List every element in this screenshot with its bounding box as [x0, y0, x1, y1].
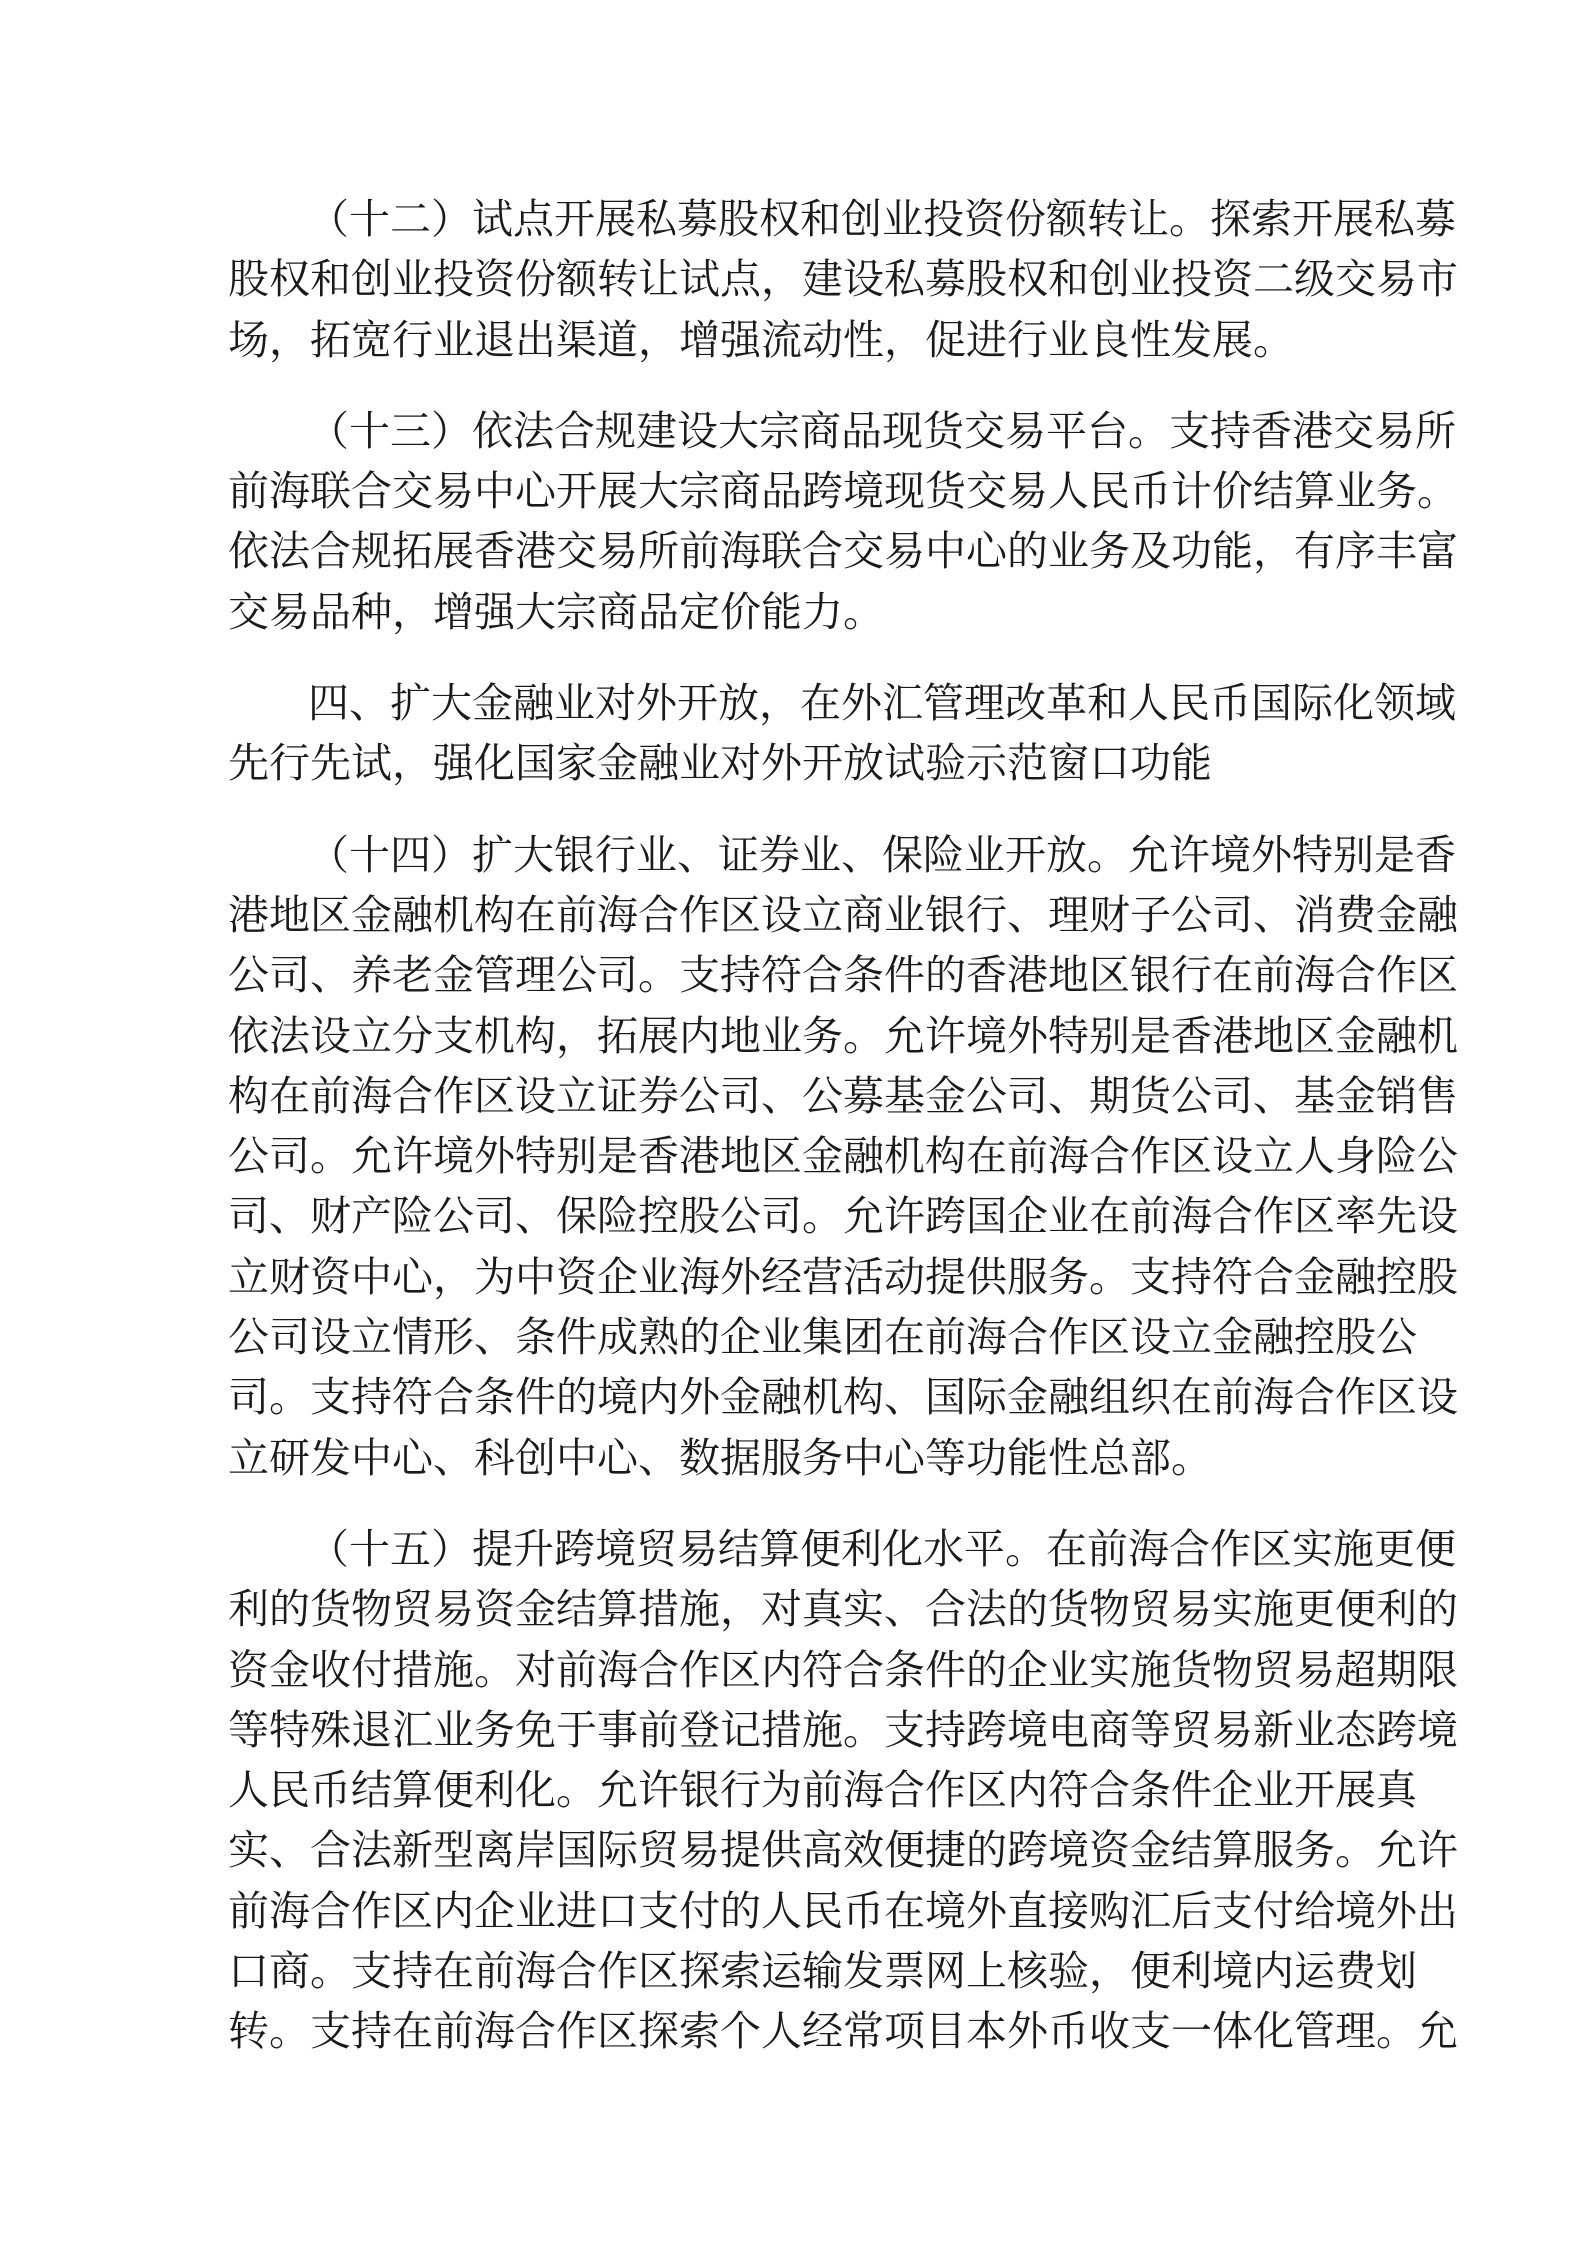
text-line: 依法合规拓展香港交易所前海联合交易中心的业务及功能，有序丰富: [228, 528, 1458, 575]
text-line: 四、扩大金融业对外开放，在外汇管理改革和人民币国际化领域: [308, 680, 1456, 727]
paragraph-item-12: [228, 189, 1458, 370]
text-line: 立研发中心、科创中心、数据服务中心等功能性总部。: [228, 1434, 1212, 1481]
text-line: （十五）提升跨境贸易结算便利化水平。在前海合作区实施更便: [308, 1525, 1456, 1572]
text-line: 港地区金融机构在前海合作区设立商业银行、理财子公司、消费金融: [228, 891, 1458, 938]
text-line: 股权和创业投资份额转让试点，建设私募股权和创业投资二级交易市: [228, 256, 1458, 303]
text-line: 转。支持在前海合作区探索个人经常项目本外币收支一体化管理。允: [228, 2008, 1458, 2055]
text-line: 构在前海合作区设立证券公司、公募基金公司、期货公司、基金销售: [228, 1072, 1458, 1119]
text-line: 司。支持符合条件的境内外金融机构、国际金融组织在前海合作区设: [228, 1374, 1458, 1421]
text-line: 公司设立情形、条件成熟的企业集团在前海合作区设立金融控股公: [228, 1314, 1417, 1361]
paragraph-item-13: [228, 401, 1458, 642]
text-line: 前海合作区内企业进口支付的人民币在境外直接购汇后支付给境外出: [228, 1887, 1458, 1934]
text-line: 实、合法新型离岸国际贸易提供高效便捷的跨境资金结算服务。允许: [228, 1827, 1458, 1874]
text-line: 场，拓宽行业退出渠道，增强流动性，促进行业良性发展。: [228, 316, 1294, 363]
text-line: 人民币结算便利化。允许银行为前海合作区内符合条件企业开展真: [228, 1767, 1417, 1814]
document-page: [228, 189, 1458, 2093]
text-line: 公司、养老金管理公司。支持符合条件的香港地区银行在前海合作区: [228, 952, 1458, 999]
text-line: 口商。支持在前海合作区探索运输发票网上核验，便利境内运费划: [228, 1948, 1417, 1995]
text-line: （十二）试点开展私募股权和创业投资份额转让。探索开展私募: [308, 196, 1456, 242]
text-line: 前海联合交易中心开展大宗商品跨境现货交易人民币计价结算业务。: [228, 468, 1458, 515]
text-line: 立财资中心，为中资企业海外经营活动提供服务。支持符合金融控股: [228, 1253, 1458, 1300]
text-line: （十三）依法合规建设大宗商品现货交易平台。支持香港交易所: [308, 407, 1456, 454]
text-line: （十四）扩大银行业、证券业、保险业开放。允许境外特别是香: [308, 831, 1456, 878]
text-line: 交易品种，增强大宗商品定价能力。: [228, 588, 884, 635]
text-line: 公司。允许境外特别是香港地区金融机构在前海合作区设立人身险公: [228, 1133, 1458, 1180]
text-line: 利的货物贸易资金结算措施，对真实、合法的货物贸易实施更便利的: [228, 1586, 1458, 1633]
paragraph-item-14: [228, 825, 1458, 1488]
text-line: 司、财产险公司、保险控股公司。允许跨国企业在前海合作区率先设: [228, 1193, 1458, 1240]
text-line: 先行先试，强化国家金融业对外开放试验示范窗口功能: [228, 740, 1212, 787]
section-heading: [228, 673, 1456, 794]
text-line: 资金收付措施。对前海合作区内符合条件的企业实施货物贸易超期限: [228, 1646, 1458, 1693]
text-line: 依法设立分支机构，拓展内地业务。允许境外特别是香港地区金融机: [228, 1012, 1458, 1059]
text-line: 等特殊退汇业务免于事前登记措施。支持跨境电商等贸易新业态跨境: [228, 1706, 1458, 1753]
paragraph-item-15: [228, 1519, 1458, 2062]
